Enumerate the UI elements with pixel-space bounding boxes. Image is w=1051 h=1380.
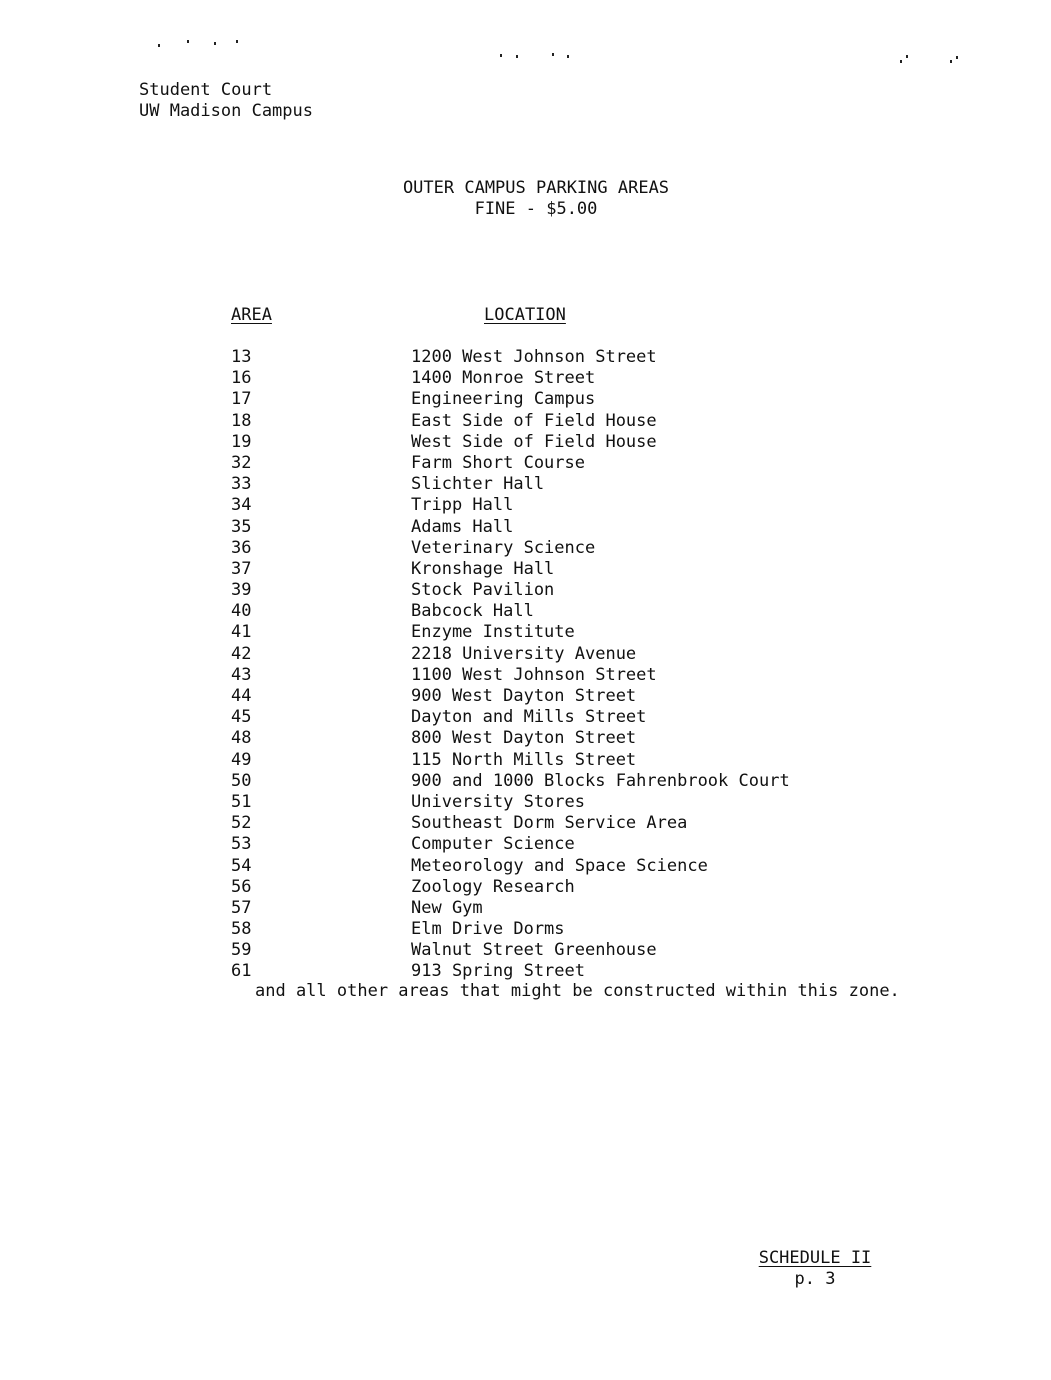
area-number: 39 <box>231 580 252 601</box>
list-item <box>231 644 851 665</box>
area-location: 1200 West Johnson Street <box>411 347 657 367</box>
area-number: 56 <box>231 876 252 897</box>
area-location: Southeast Dorm Service Area <box>411 813 688 834</box>
area-location: Babcock Hall <box>411 601 534 622</box>
area-number: 53 <box>231 834 252 855</box>
list-item <box>231 580 851 601</box>
area-location: 2218 University Avenue <box>411 643 637 664</box>
list-item <box>231 368 851 389</box>
area-number: 45 <box>231 707 252 728</box>
area-location: Kronshage Hall <box>411 558 555 579</box>
list-item <box>231 665 851 686</box>
area-number: 49 <box>231 749 252 770</box>
area-number: 36 <box>231 537 252 558</box>
area-location: Farm Short Course <box>411 452 585 473</box>
area-number: 37 <box>231 558 252 579</box>
list-item <box>231 856 851 877</box>
header-line-1: Student Court <box>139 80 273 100</box>
area-number: 33 <box>231 474 252 495</box>
list-item <box>231 792 851 813</box>
list-item <box>231 411 851 432</box>
area-number: 44 <box>231 686 252 706</box>
area-number: 16 <box>231 368 252 389</box>
area-location: Elm Drive Dorms <box>411 919 565 940</box>
document-header <box>139 80 313 122</box>
list-item <box>231 707 851 728</box>
list-item <box>231 771 851 792</box>
area-location: 800 West Dayton Street <box>411 728 637 749</box>
area-location: Stock Pavilion <box>411 580 555 601</box>
schedule-marker <box>756 1248 874 1290</box>
area-number: 61 <box>231 961 252 982</box>
title-line-2: FINE - $5.00 <box>474 199 598 219</box>
list-item <box>231 474 851 495</box>
list-item <box>231 389 851 410</box>
list-item <box>231 877 851 898</box>
list-item <box>231 728 851 749</box>
area-number: 48 <box>231 728 252 749</box>
list-item <box>231 347 851 368</box>
document-title <box>300 178 772 220</box>
list-item <box>231 898 851 919</box>
list-item <box>231 834 851 855</box>
list-item <box>231 686 851 707</box>
area-number: 58 <box>231 919 252 940</box>
area-location: Slichter Hall <box>411 474 545 495</box>
area-location: Meteorology and Space Science <box>411 855 708 876</box>
list-item <box>231 432 851 453</box>
area-number: 35 <box>231 516 252 537</box>
area-number: 17 <box>231 389 252 410</box>
area-location: Dayton and Mills Street <box>411 707 647 728</box>
area-location: East Side of Field House <box>411 410 657 431</box>
location-column-header: LOCATION <box>484 305 566 325</box>
area-number: 54 <box>231 855 252 876</box>
area-number: 57 <box>231 897 252 918</box>
list-item <box>231 813 851 834</box>
area-number: 52 <box>231 813 252 834</box>
area-location: Enzyme Institute <box>411 622 575 643</box>
zone-footnote: and all other areas that might be constructed within this zone. <box>255 981 900 1001</box>
area-location: 1400 Monroe Street <box>411 368 596 389</box>
list-item <box>231 538 851 559</box>
area-location: 115 North Mills Street <box>411 749 637 770</box>
list-item <box>231 559 851 580</box>
list-item <box>231 453 851 474</box>
area-number: 13 <box>231 347 252 367</box>
area-number: 59 <box>231 940 252 961</box>
area-location: Computer Science <box>411 834 575 855</box>
area-number: 41 <box>231 622 252 643</box>
area-number: 43 <box>231 664 252 685</box>
list-item <box>231 750 851 771</box>
area-number: 50 <box>231 770 252 791</box>
list-item <box>231 622 851 643</box>
area-location: Tripp Hall <box>411 495 514 516</box>
area-location: Adams Hall <box>411 516 514 537</box>
area-number: 42 <box>231 643 252 664</box>
area-location: 900 and 1000 Blocks Fahrenbrook Court <box>411 770 790 791</box>
area-location: Engineering Campus <box>411 389 596 410</box>
area-location: Zoology Research <box>411 876 575 897</box>
area-location: University Stores <box>411 791 585 812</box>
page-number: p. 3 <box>794 1269 836 1289</box>
area-number: 18 <box>231 410 252 431</box>
area-column-header: AREA <box>231 305 272 325</box>
area-number: 40 <box>231 601 252 622</box>
schedule-label: SCHEDULE II <box>758 1248 872 1268</box>
area-number: 34 <box>231 495 252 516</box>
area-location: 1100 West Johnson Street <box>411 664 657 685</box>
parking-area-list <box>231 347 851 983</box>
area-location: Veterinary Science <box>411 537 596 558</box>
area-location: New Gym <box>411 897 483 918</box>
list-item <box>231 919 851 940</box>
area-location: 900 West Dayton Street <box>411 686 637 706</box>
area-location: Walnut Street Greenhouse <box>411 940 657 961</box>
header-line-2: UW Madison Campus <box>139 101 313 121</box>
area-location: West Side of Field House <box>411 431 657 452</box>
list-item <box>231 961 851 982</box>
list-item <box>231 940 851 961</box>
list-item <box>231 601 851 622</box>
area-number: 32 <box>231 452 252 473</box>
list-item <box>231 517 851 538</box>
area-location: 913 Spring Street <box>411 961 585 982</box>
title-line-1: OUTER CAMPUS PARKING AREAS <box>402 178 670 198</box>
area-number: 51 <box>231 791 252 812</box>
list-item <box>231 495 851 516</box>
area-number: 19 <box>231 431 252 452</box>
